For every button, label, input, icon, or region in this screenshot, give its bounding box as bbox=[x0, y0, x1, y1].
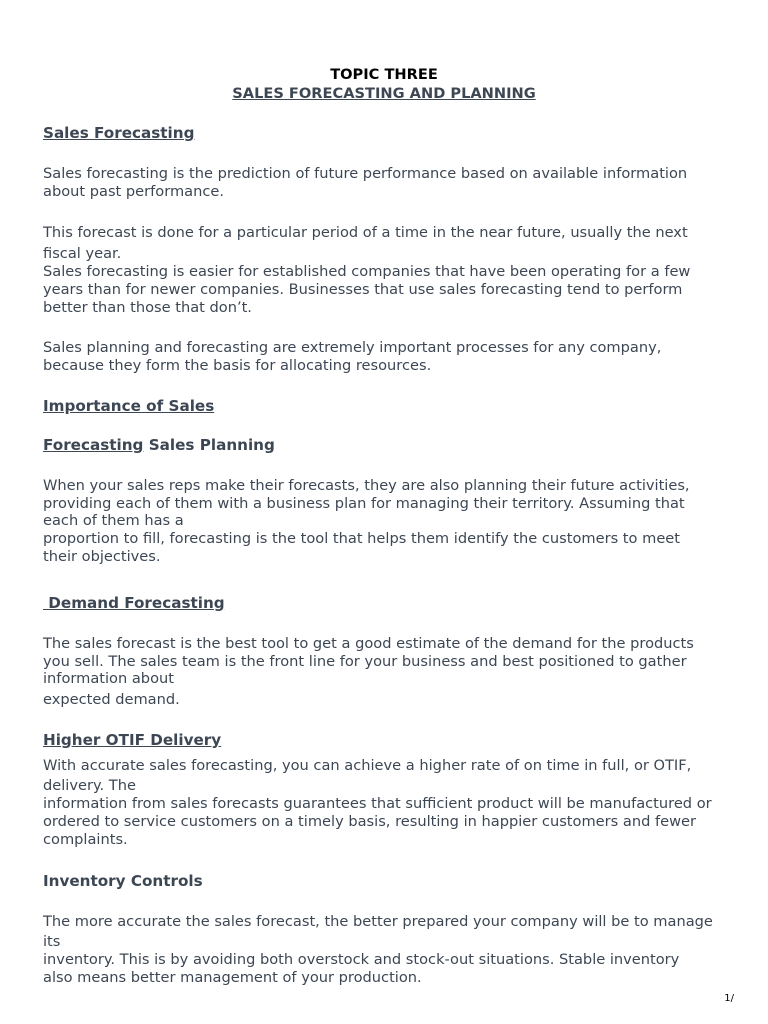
doc-subtitle: SALES FORECASTING AND PLANNING bbox=[232, 85, 536, 102]
paragraph-line: With accurate sales forecasting, you can achieve a higher rate of on time in full, or OTIF, bbox=[43, 757, 692, 774]
paragraph-line: Sales forecasting is easier for established companies that have been operating for a few bbox=[43, 263, 691, 280]
paragraph-line: complaints. bbox=[43, 831, 128, 848]
paragraph-line: about past performance. bbox=[43, 183, 225, 200]
paragraph-line: The more accurate the sales forecast, the better prepared your company will be to manage bbox=[43, 913, 713, 930]
page-number: 1/ bbox=[724, 993, 734, 1004]
section-heading-sales-forecasting: Sales Forecasting bbox=[43, 124, 195, 142]
paragraph-line: delivery. The bbox=[43, 777, 136, 794]
paragraph-line: Sales forecasting is the prediction of future performance based on available information bbox=[43, 165, 688, 182]
paragraph-line: information about bbox=[43, 670, 174, 687]
paragraph-line: proportion to fill, forecasting is the tool that helps them identify the customers to meet bbox=[43, 530, 680, 547]
section-heading-demand-forecasting: Demand Forecasting bbox=[43, 594, 225, 612]
paragraph-line: When your sales reps make their forecasts, they are also planning their future activities, bbox=[43, 477, 690, 494]
paragraph-line: because they form the basis for allocating resources. bbox=[43, 357, 432, 374]
paragraph-line: inventory. This is by avoiding both overstock and stock-out situations. Stable inventory bbox=[43, 951, 680, 968]
paragraph-line: ordered to service customers on a timely basis, resulting in happier customers and fewer bbox=[43, 813, 697, 830]
paragraph-line: you sell. The sales team is the front line for your business and best positioned to gather bbox=[43, 653, 687, 670]
paragraph-line: their objectives. bbox=[43, 548, 161, 565]
paragraph-line: Sales planning and forecasting are extremely important processes for any company, bbox=[43, 339, 662, 356]
paragraph-line: better than those that don’t. bbox=[43, 299, 252, 316]
section-heading-importance: Importance of Sales bbox=[43, 397, 215, 415]
heading-underlined-part: Forecasting bbox=[43, 436, 144, 454]
paragraph-line: fiscal year. bbox=[43, 245, 122, 262]
paragraph-line: This forecast is done for a particular period of a time in the near future, usually the next bbox=[43, 224, 688, 241]
paragraph-line: its bbox=[43, 933, 61, 950]
section-heading-inventory-controls: Inventory Controls bbox=[43, 872, 203, 890]
paragraph-line: providing each of them with a business plan for managing their territory. Assuming that bbox=[43, 495, 685, 512]
doc-title: TOPIC THREE bbox=[330, 66, 438, 83]
paragraph-line: also means better management of your production. bbox=[43, 969, 422, 986]
paragraph-line: each of them has a bbox=[43, 512, 184, 529]
section-heading-forecasting-sales-planning bbox=[43, 436, 275, 454]
section-heading-otif-delivery: Higher OTIF Delivery bbox=[43, 731, 222, 749]
heading-rest-part: Sales Planning bbox=[143, 436, 275, 454]
paragraph-line: The sales forecast is the best tool to get a good estimate of the demand for the products bbox=[43, 635, 694, 652]
paragraph-line: expected demand. bbox=[43, 691, 180, 708]
paragraph-line: years than for newer companies. Businesses that use sales forecasting tend to perform bbox=[43, 281, 683, 298]
paragraph-line: information from sales forecasts guarantees that sufficient product will be manufactured or bbox=[43, 795, 712, 812]
